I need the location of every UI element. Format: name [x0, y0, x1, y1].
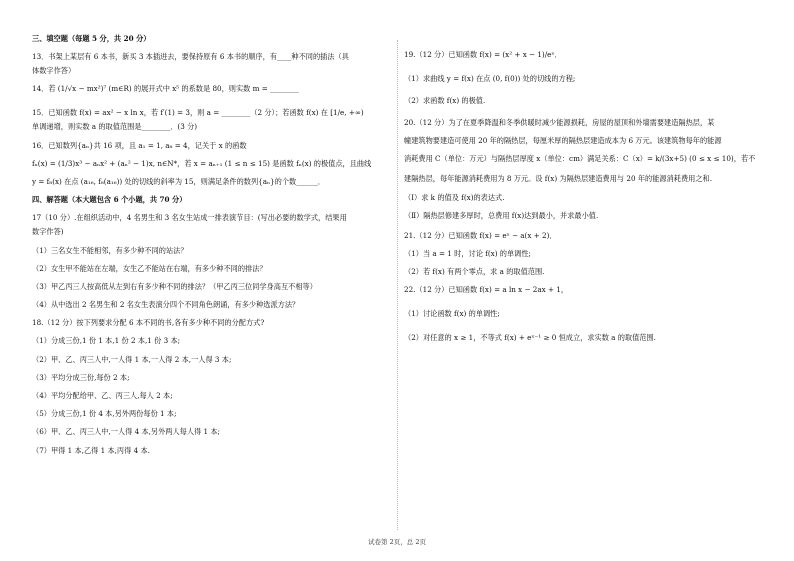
- question-17-part-2: （2）女生甲不能站在左端，女生乙不能站在右端，有多少种不同的排法？: [32, 263, 267, 273]
- question-18-part-6: （6）甲、乙、丙三人中,一人得 4 本,另外两人每人得 1 本;: [32, 427, 220, 437]
- question-22-part-2: （2）对任意的 x ≥ 1，不等式 f(x) + eˣ⁻¹ ≥ 0 恒成立，求实数 a 的取值范围.: [404, 333, 656, 343]
- question-20-line-4: 建隔热层，每年能源消耗费用为 8 万元。设 f(x) 为隔热层建造费用与 20 年的能源消耗费用之和.: [404, 174, 712, 184]
- column-divider: [397, 40, 398, 530]
- question-18-part-4: （4）平均分配给甲、乙、丙三人,每人 2 本;: [32, 391, 173, 400]
- question-16-line-2: fₙ(x) = (1/3)x³ − aₙx² + (aₙ² − 1)x, n∈N*，若 x = aₙ₊₁ (1 ≤ n ≤ 15) 是函数 fₙ(x) 的极值点，且曲线: [32, 158, 372, 168]
- left-column: [32, 34, 392, 464]
- question-21-part-1: （1）当 a = 1 时，讨论 f(x) 的单调性;: [404, 248, 531, 258]
- question-16-line-3: y = f₈(x) 在点 (a₁₆, f₈(a₁₆)) 处的切线的斜率为 15，则满足条件的数列{aₙ}的个数______．: [32, 176, 325, 186]
- question-18-part-5: （5）分成三份,1 份 4 本,另外两份每份 1 本;: [32, 409, 177, 419]
- section-heading-fill-blank: 三、填空题（每题 5 分，共 20 分）: [32, 34, 151, 43]
- question-22-intro: 22.（12 分）已知函数 f(x) = a ln x − 2ax + 1，: [404, 285, 569, 295]
- question-18-part-7: （7）甲得 1 本,乙得 1 本,丙得 4 本.: [32, 445, 150, 455]
- question-16-line-1: 16．已知数列{aₙ}共 16 项，且 a₁ = 1, a₈ = 4，记关于 x 的函数: [32, 140, 247, 150]
- question-17-part-4: （4）从中选出 2 名男生和 2 名女生表演分四个不同角色朗诵，有多少种选派方法？: [32, 300, 300, 310]
- question-13-line-1: 13．书架上某层有 6 本书，新买 3 本插进去，要保持原有 6 本书的顺序，有____种不同的插法（具: [32, 52, 349, 62]
- question-18-part-2: （2）甲、乙、丙三人中,一人得 1 本,一人得 2 本,一人得 3 本;: [32, 354, 232, 364]
- question-21-part-2: （2）若 f(x) 有两个零点，求 a 的取值范围.: [404, 267, 545, 277]
- question-18-part-1: （1）分成三份,1 份 1 本,1 份 2 本,1 份 3 本;: [32, 336, 181, 346]
- question-19-part-1: （1）求曲线 y = f(x) 在点 (0, f(0)) 处的切线的方程;: [404, 74, 576, 83]
- question-20-line-2: 幢建筑物要建造可使用 20 年的隔热层，每厘米厚的隔热层建造成本为 6 万元。该建筑物每年的能源: [404, 136, 722, 146]
- question-20-part-2: （Ⅱ）隔热层修建多厚时，总费用 f(x)达到最小，并求最小值.: [404, 210, 599, 220]
- question-21-intro: 21.（12 分）已知函数 f(x) = eˣ − a(x + 2)．: [404, 230, 557, 240]
- question-13-line-2: 体数字作答）: [32, 66, 76, 76]
- question-19-part-2: （2）求函数 f(x) 的极值.: [404, 96, 486, 105]
- question-17-part-3: （3）甲乙丙三人按高低从左到右有多少种不同的排法？（甲乙丙三位同学身高互不相等）: [32, 281, 317, 291]
- question-20-line-3: 消耗费用 C（单位：万元）与隔热层厚度 x（单位：cm）满足关系：C（x）= k/(3x+5) (0 ≤ x ≤ 10)，若不: [404, 154, 756, 164]
- question-19-intro: 19.（12 分）已知函数 f(x) = (x² + x − 1)/eˣ．: [404, 50, 562, 59]
- question-20-part-1: （Ⅰ）求 k 的值及 f(x)的表达式.: [404, 192, 505, 202]
- question-17-intro-line-1: 17（10 分）.在组织活动中，4 名男生和 3 名女生站成一排表演节目：(写出必要的数学式，结果用: [32, 213, 347, 223]
- question-18-intro: 18.（12 分）按下列要求分配 6 本不同的书,各有多少种不同的分配方式?: [32, 318, 265, 328]
- question-15-line-2: 单调递增，则实数 a 的取值范围是________．(3 分): [32, 122, 198, 132]
- page-footer: 试卷第 2页，总 2页: [368, 538, 426, 546]
- question-17-part-1: （1）三名女生不能相邻，有多少种不同的站法？: [32, 245, 188, 255]
- question-15-line-1: 15．已知函数 f(x) = ax² − x ln x，若 f′(1) = 3，则 a = ________（2 分）；若函数 f(x) 在 [1/e, +∞): [32, 108, 364, 118]
- question-14: 14．若 (1/√x − mx²)⁷ (m∈R) 的展开式中 x⁵ 的系数是 80，则实数 m = ________: [32, 84, 299, 94]
- question-20-line-1: 20.（12 分）为了在夏季降温和冬季供暖时减少能源损耗，房屋的屋顶和外墙需要建造隔热层，某: [404, 118, 715, 127]
- right-column: [404, 50, 778, 352]
- section-heading-answer: 四、解答题（本大题包含 6 个小题，共 70 分）: [32, 195, 187, 205]
- question-18-part-3: （3）平均分成三份,每份 2 本;: [32, 372, 130, 382]
- question-17-intro-line-2: 数字作答): [32, 227, 64, 237]
- question-22-part-1: （1）讨论函数 f(x) 的单调性;: [404, 309, 500, 319]
